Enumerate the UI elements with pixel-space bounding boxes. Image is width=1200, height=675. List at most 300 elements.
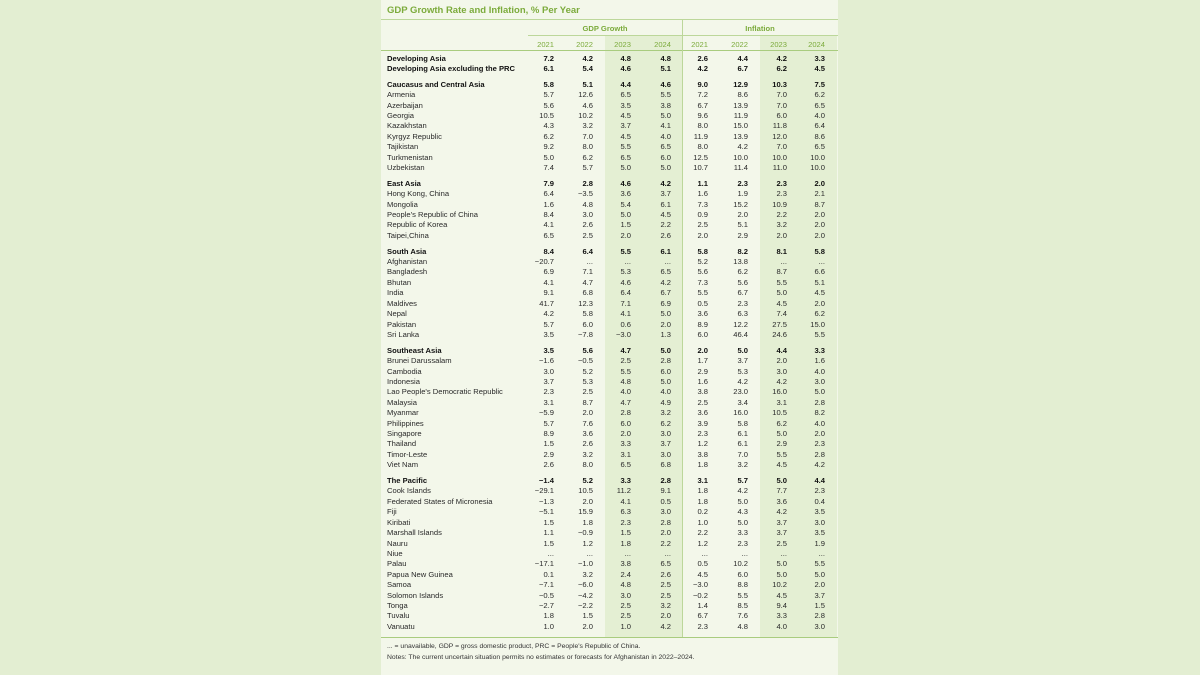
cell-gdp-2023: −3.0 bbox=[616, 329, 631, 339]
cell-inflation-2021: 11.9 bbox=[693, 131, 708, 141]
cell-inflation-2024: 2.8 bbox=[814, 449, 825, 459]
cell-gdp-2022: 8.7 bbox=[582, 397, 593, 407]
cell-inflation-2023: 2.5 bbox=[776, 538, 787, 548]
cell-gdp-2022: 2.6 bbox=[582, 439, 593, 449]
row-label: Nepal bbox=[387, 309, 407, 319]
cell-gdp-2024: 4.2 bbox=[660, 621, 671, 631]
cell-inflation-2022: 8.5 bbox=[737, 601, 748, 610]
table-row bbox=[387, 497, 832, 507]
cell-gdp-2021: 5.7 bbox=[543, 319, 554, 329]
cell-gdp-2022: 3.6 bbox=[582, 429, 593, 438]
row-label: Indonesia bbox=[387, 376, 420, 386]
cell-inflation-2023: 2.0 bbox=[776, 230, 787, 240]
table-title: GDP Growth Rate and Inflation, % Per Year bbox=[387, 5, 580, 16]
row-label: The Pacific bbox=[387, 476, 428, 485]
cell-inflation-2024: 7.5 bbox=[814, 79, 825, 89]
cell-inflation-2024: 4.2 bbox=[814, 460, 825, 470]
cell-inflation-2022: 7.0 bbox=[737, 449, 748, 459]
cell-inflation-2021: 0.2 bbox=[697, 507, 708, 517]
cell-inflation-2022: 6.1 bbox=[737, 439, 748, 449]
cell-gdp-2024: 6.0 bbox=[660, 152, 671, 162]
cell-gdp-2024: 2.8 bbox=[660, 476, 671, 485]
table-row-aggregate bbox=[387, 64, 832, 74]
cell-inflation-2023: 4.2 bbox=[776, 507, 787, 517]
cell-gdp-2021: 7.4 bbox=[543, 163, 554, 172]
row-label: People's Republic of China bbox=[387, 210, 478, 219]
cell-gdp-2023: 1.5 bbox=[620, 528, 631, 538]
cell-inflation-2021: 5.2 bbox=[697, 257, 708, 266]
cell-inflation-2022: 5.7 bbox=[737, 476, 748, 485]
table-row-aggregate bbox=[387, 54, 832, 64]
row-label: Viet Nam bbox=[387, 460, 419, 470]
cell-inflation-2022: 12.9 bbox=[733, 79, 748, 89]
cell-gdp-2022: −2.2 bbox=[578, 601, 593, 610]
cell-gdp-2024: 3.0 bbox=[660, 429, 671, 438]
cell-inflation-2021: 6.7 bbox=[697, 611, 708, 621]
cell-gdp-2022: 5.1 bbox=[582, 79, 593, 89]
cell-inflation-2022: 8.8 bbox=[737, 580, 748, 590]
cell-inflation-2022: 2.3 bbox=[737, 298, 748, 308]
cell-inflation-2024: 1.5 bbox=[814, 601, 825, 610]
cell-inflation-2022: 4.2 bbox=[737, 142, 748, 152]
cell-inflation-2023: 2.3 bbox=[776, 189, 787, 199]
cell-gdp-2021: 1.1 bbox=[543, 528, 554, 538]
cell-inflation-2021: 1.7 bbox=[697, 356, 708, 365]
cell-gdp-2024: 2.0 bbox=[660, 611, 671, 621]
table-row bbox=[387, 601, 832, 611]
cell-gdp-2024: 3.0 bbox=[660, 507, 671, 517]
cell-inflation-2024: 6.2 bbox=[814, 309, 825, 319]
cell-inflation-2024: 4.4 bbox=[814, 476, 825, 485]
cell-gdp-2021: 5.7 bbox=[543, 418, 554, 428]
row-label: Taipei,China bbox=[387, 230, 429, 240]
cell-gdp-2023: 4.1 bbox=[620, 309, 631, 319]
cell-gdp-2024: 5.0 bbox=[660, 376, 671, 386]
cell-gdp-2023: 3.3 bbox=[620, 476, 631, 485]
cell-inflation-2023: 16.0 bbox=[772, 387, 787, 397]
cell-gdp-2024: 3.2 bbox=[660, 408, 671, 418]
row-label: Developing Asia bbox=[387, 53, 446, 63]
table-row-aggregate bbox=[387, 346, 832, 356]
cell-inflation-2021: 1.8 bbox=[697, 496, 708, 506]
cell-gdp-2024: 3.0 bbox=[660, 449, 671, 459]
cell-gdp-2021: 8.4 bbox=[543, 210, 554, 219]
cell-gdp-2024: 6.2 bbox=[660, 418, 671, 428]
cell-inflation-2024: 5.1 bbox=[814, 277, 825, 287]
cell-inflation-2021: 5.5 bbox=[697, 288, 708, 298]
cell-inflation-2024: 3.7 bbox=[814, 590, 825, 600]
cell-inflation-2024: 0.4 bbox=[814, 496, 825, 506]
cell-inflation-2023: 4.5 bbox=[776, 590, 787, 600]
cell-gdp-2022: 2.5 bbox=[582, 387, 593, 397]
footnote-notes: Notes: The current uncertain situation permits no estimates or forecasts for Afghanistan in 2022–2024. bbox=[387, 654, 695, 661]
footnote-abbreviations: ... = unavailable, GDP = gross domestic product, PRC = People's Republic of China. bbox=[387, 643, 641, 650]
row-label: Tajikistan bbox=[387, 142, 419, 152]
cell-inflation-2024: 1.6 bbox=[814, 356, 825, 365]
cell-gdp-2023: 5.0 bbox=[620, 163, 631, 172]
cell-inflation-2024: 6.4 bbox=[814, 121, 825, 131]
cell-inflation-2021: 7.2 bbox=[697, 90, 708, 100]
cell-inflation-2021: 12.5 bbox=[693, 152, 708, 162]
cell-gdp-2021: −2.7 bbox=[539, 601, 554, 610]
row-label: Papua New Guinea bbox=[387, 569, 453, 579]
cell-inflation-2023: 6.0 bbox=[776, 110, 787, 120]
cell-inflation-2024: 8.7 bbox=[814, 199, 825, 209]
table-row-aggregate bbox=[387, 247, 832, 257]
row-label: Nauru bbox=[387, 538, 408, 548]
cell-gdp-2022: 8.0 bbox=[582, 142, 593, 152]
table-row bbox=[387, 90, 832, 100]
cell-inflation-2023: 24.6 bbox=[772, 329, 787, 339]
cell-inflation-2021: 1.1 bbox=[697, 178, 708, 188]
cell-inflation-2024: 3.3 bbox=[814, 345, 825, 355]
cell-gdp-2023: 4.6 bbox=[620, 277, 631, 287]
table-row bbox=[387, 320, 832, 330]
cell-gdp-2021: 1.5 bbox=[543, 538, 554, 548]
cell-gdp-2021: 4.3 bbox=[543, 121, 554, 131]
table-row bbox=[387, 580, 832, 590]
cell-inflation-2024: 4.5 bbox=[814, 288, 825, 298]
table-row bbox=[387, 111, 832, 121]
cell-gdp-2023: 2.8 bbox=[620, 408, 631, 418]
row-label: Lao People's Democratic Republic bbox=[387, 387, 503, 397]
cell-inflation-2021: 2.0 bbox=[697, 230, 708, 240]
cell-gdp-2024: 2.5 bbox=[660, 590, 671, 600]
cell-inflation-2022: 2.3 bbox=[737, 178, 748, 188]
table-row bbox=[387, 408, 832, 418]
cell-inflation-2023: 2.0 bbox=[776, 356, 787, 365]
cell-gdp-2022: 10.5 bbox=[578, 486, 593, 496]
cell-gdp-2023: 11.2 bbox=[616, 486, 631, 496]
cell-inflation-2024: 3.5 bbox=[814, 507, 825, 517]
cell-inflation-2023: 3.2 bbox=[776, 220, 787, 230]
cell-inflation-2023: 6.2 bbox=[776, 418, 787, 428]
cell-gdp-2021: 2.9 bbox=[543, 449, 554, 459]
cell-gdp-2021: 6.4 bbox=[543, 189, 554, 199]
cell-gdp-2023: 4.1 bbox=[620, 496, 631, 506]
cell-inflation-2023: 5.0 bbox=[776, 569, 787, 579]
cell-inflation-2024: 6.6 bbox=[814, 267, 825, 277]
cell-gdp-2021: 5.6 bbox=[543, 100, 554, 110]
table-row bbox=[387, 189, 832, 199]
cell-gdp-2021: 4.2 bbox=[543, 309, 554, 319]
cell-gdp-2022: 6.2 bbox=[582, 152, 593, 162]
cell-gdp-2022: 10.2 bbox=[578, 110, 593, 120]
cell-inflation-2023: 8.7 bbox=[776, 267, 787, 277]
cell-inflation-2024: 6.5 bbox=[814, 142, 825, 152]
cell-inflation-2021: 3.6 bbox=[697, 309, 708, 319]
cell-inflation-2021: 5.6 bbox=[697, 267, 708, 277]
cell-gdp-2023: 4.7 bbox=[620, 397, 631, 407]
cell-gdp-2021: 6.9 bbox=[543, 267, 554, 277]
cell-inflation-2022: 4.4 bbox=[737, 53, 748, 63]
cell-inflation-2021: 2.2 bbox=[697, 528, 708, 538]
cell-gdp-2021: 3.1 bbox=[543, 397, 554, 407]
cell-inflation-2021: 5.8 bbox=[697, 246, 708, 256]
cell-inflation-2024: 3.3 bbox=[814, 53, 825, 63]
cell-inflation-2024: 8.2 bbox=[814, 408, 825, 418]
cell-gdp-2024: 6.1 bbox=[660, 246, 671, 256]
table-row bbox=[387, 622, 832, 632]
cell-inflation-2022: 5.5 bbox=[737, 590, 748, 600]
row-label: Myanmar bbox=[387, 408, 419, 418]
cell-inflation-2022: 3.4 bbox=[737, 397, 748, 407]
row-label: East Asia bbox=[387, 178, 421, 188]
table-row bbox=[387, 142, 832, 152]
cell-gdp-2023: 5.3 bbox=[620, 267, 631, 277]
row-label: Kyrgyz Republic bbox=[387, 131, 442, 141]
row-label: Tuvalu bbox=[387, 611, 410, 621]
cell-gdp-2024: ... bbox=[664, 548, 671, 558]
cell-inflation-2024: ... bbox=[818, 257, 825, 266]
cell-gdp-2022: 4.7 bbox=[582, 277, 593, 287]
cell-gdp-2023: 0.6 bbox=[620, 319, 631, 329]
cell-inflation-2022: 5.0 bbox=[737, 517, 748, 527]
cell-gdp-2022: 8.0 bbox=[582, 460, 593, 470]
cell-inflation-2021: 1.2 bbox=[697, 538, 708, 548]
cell-inflation-2024: 8.6 bbox=[814, 131, 825, 141]
cell-inflation-2022: 3.2 bbox=[737, 460, 748, 470]
cell-gdp-2023: 4.5 bbox=[620, 131, 631, 141]
cell-gdp-2023: 2.3 bbox=[620, 517, 631, 527]
cell-gdp-2021: 8.4 bbox=[543, 246, 554, 256]
row-label: Fiji bbox=[387, 507, 397, 517]
cell-inflation-2021: 0.5 bbox=[697, 298, 708, 308]
cell-gdp-2024: 3.2 bbox=[660, 601, 671, 610]
cell-gdp-2023: 5.5 bbox=[620, 246, 631, 256]
cell-inflation-2023: ... bbox=[780, 548, 787, 558]
cell-inflation-2022: 13.8 bbox=[733, 257, 748, 266]
cell-gdp-2023: 4.0 bbox=[620, 387, 631, 397]
cell-inflation-2021: 2.5 bbox=[697, 397, 708, 407]
cell-inflation-2021: 7.3 bbox=[697, 277, 708, 287]
table-row bbox=[387, 450, 832, 460]
cell-inflation-2021: 4.5 bbox=[697, 569, 708, 579]
cell-gdp-2023: 5.4 bbox=[620, 199, 631, 209]
cell-inflation-2021: 2.0 bbox=[697, 345, 708, 355]
cell-gdp-2023: 2.0 bbox=[620, 429, 631, 438]
cell-gdp-2023: ... bbox=[624, 257, 631, 266]
cell-inflation-2021: 1.0 bbox=[697, 517, 708, 527]
cell-gdp-2022: 12.6 bbox=[578, 90, 593, 100]
cell-gdp-2024: 6.7 bbox=[660, 288, 671, 298]
cell-gdp-2023: 4.7 bbox=[620, 345, 631, 355]
cell-inflation-2024: 10.0 bbox=[810, 152, 825, 162]
cell-inflation-2021: 1.6 bbox=[697, 376, 708, 386]
cell-gdp-2021: −17.1 bbox=[534, 559, 554, 569]
cell-gdp-2021: −1.6 bbox=[539, 356, 554, 365]
cell-gdp-2021: 6.1 bbox=[543, 63, 554, 73]
cell-inflation-2023: 5.0 bbox=[776, 476, 787, 485]
cell-gdp-2023: 6.0 bbox=[620, 418, 631, 428]
cell-gdp-2021: 5.0 bbox=[543, 152, 554, 162]
cell-inflation-2022: ... bbox=[741, 548, 748, 558]
cell-gdp-2022: 1.5 bbox=[582, 611, 593, 621]
cell-inflation-2024: 5.0 bbox=[814, 569, 825, 579]
row-label: Niue bbox=[387, 548, 403, 558]
cell-inflation-2024: ... bbox=[818, 548, 825, 558]
cell-inflation-2021: 2.5 bbox=[697, 220, 708, 230]
cell-inflation-2021: 4.2 bbox=[697, 63, 708, 73]
cell-inflation-2024: 3.0 bbox=[814, 517, 825, 527]
cell-inflation-2021: 8.0 bbox=[697, 121, 708, 131]
cell-inflation-2022: 13.9 bbox=[733, 100, 748, 110]
cell-gdp-2023: 1.0 bbox=[620, 621, 631, 631]
cell-gdp-2021: 9.1 bbox=[543, 288, 554, 298]
cell-gdp-2024: 3.8 bbox=[660, 100, 671, 110]
cell-inflation-2022: 15.0 bbox=[733, 121, 748, 131]
cell-inflation-2021: 1.4 bbox=[697, 601, 708, 610]
cell-gdp-2023: 3.6 bbox=[620, 189, 631, 199]
cell-gdp-2021: −1.3 bbox=[539, 496, 554, 506]
cell-inflation-2022: 13.9 bbox=[733, 131, 748, 141]
cell-inflation-2024: 5.5 bbox=[814, 329, 825, 339]
row-label: Marshall Islands bbox=[387, 528, 442, 538]
bottom-rule bbox=[381, 637, 838, 638]
table-row bbox=[387, 330, 832, 340]
cell-gdp-2022: 7.1 bbox=[582, 267, 593, 277]
row-label: Kiribati bbox=[387, 517, 411, 527]
table-row bbox=[387, 257, 832, 267]
cell-gdp-2024: 5.0 bbox=[660, 163, 671, 172]
cell-gdp-2024: 6.5 bbox=[660, 559, 671, 569]
table-row bbox=[387, 309, 832, 319]
cell-gdp-2021: 0.1 bbox=[543, 569, 554, 579]
cell-gdp-2022: 4.8 bbox=[582, 199, 593, 209]
cell-gdp-2023: 4.8 bbox=[620, 53, 631, 63]
year-header-inflation-2022: 2022 bbox=[731, 40, 748, 49]
row-label: Federated States of Micronesia bbox=[387, 496, 493, 506]
cell-gdp-2024: 3.7 bbox=[660, 189, 671, 199]
table-row bbox=[387, 591, 832, 601]
cell-gdp-2021: −1.4 bbox=[539, 476, 554, 485]
table-row bbox=[387, 299, 832, 309]
cell-inflation-2023: 10.5 bbox=[772, 408, 787, 418]
cell-inflation-2024: 6.2 bbox=[814, 90, 825, 100]
cell-inflation-2022: 6.7 bbox=[737, 63, 748, 73]
cell-inflation-2021: −3.0 bbox=[693, 580, 708, 590]
table-row bbox=[387, 439, 832, 449]
table-row bbox=[387, 419, 832, 429]
cell-inflation-2023: 10.9 bbox=[772, 199, 787, 209]
cell-gdp-2024: 2.6 bbox=[660, 569, 671, 579]
cell-inflation-2024: 1.9 bbox=[814, 538, 825, 548]
cell-inflation-2021: 1.8 bbox=[697, 486, 708, 496]
row-label: Brunei Darussalam bbox=[387, 356, 452, 365]
cell-inflation-2024: 2.0 bbox=[814, 210, 825, 219]
cell-inflation-2023: 10.2 bbox=[772, 580, 787, 590]
cell-gdp-2022: 2.0 bbox=[582, 621, 593, 631]
cell-gdp-2021: 7.2 bbox=[543, 53, 554, 63]
cell-inflation-2022: 3.3 bbox=[737, 528, 748, 538]
cell-gdp-2024: 6.5 bbox=[660, 267, 671, 277]
cell-gdp-2021: 2.3 bbox=[543, 387, 554, 397]
cell-gdp-2024: 2.5 bbox=[660, 580, 671, 590]
cell-inflation-2023: 5.5 bbox=[776, 449, 787, 459]
cell-inflation-2021: 7.3 bbox=[697, 199, 708, 209]
table-row bbox=[387, 163, 832, 173]
table-row bbox=[387, 486, 832, 496]
row-label: Georgia bbox=[387, 110, 415, 120]
cell-gdp-2021: −20.7 bbox=[534, 257, 554, 266]
row-label: Bhutan bbox=[387, 277, 412, 287]
year-header-gdp-2022: 2022 bbox=[576, 40, 593, 49]
row-label: Azerbaijan bbox=[387, 100, 423, 110]
row-label: Palau bbox=[387, 559, 407, 569]
cell-inflation-2023: 5.0 bbox=[776, 559, 787, 569]
cell-inflation-2022: 5.0 bbox=[737, 496, 748, 506]
cell-inflation-2022: 16.0 bbox=[733, 408, 748, 418]
cell-gdp-2021: −5.1 bbox=[539, 507, 554, 517]
cell-inflation-2022: 6.3 bbox=[737, 309, 748, 319]
cell-inflation-2021: ... bbox=[701, 548, 708, 558]
cell-gdp-2022: −0.9 bbox=[578, 528, 593, 538]
cell-gdp-2023: 3.0 bbox=[620, 590, 631, 600]
cell-inflation-2023: 3.1 bbox=[776, 397, 787, 407]
row-label: Singapore bbox=[387, 429, 422, 438]
row-label: Hong Kong, China bbox=[387, 189, 450, 199]
cell-gdp-2023: 4.8 bbox=[620, 580, 631, 590]
cell-inflation-2022: 11.4 bbox=[733, 163, 748, 172]
cell-gdp-2023: 6.3 bbox=[620, 507, 631, 517]
cell-inflation-2022: 4.8 bbox=[737, 621, 748, 631]
table-row bbox=[387, 356, 832, 366]
table-row bbox=[387, 528, 832, 538]
cell-gdp-2021: 7.9 bbox=[543, 178, 554, 188]
table-row bbox=[387, 200, 832, 210]
cell-inflation-2021: 2.3 bbox=[697, 429, 708, 438]
cell-inflation-2021: 2.3 bbox=[697, 621, 708, 631]
row-label: Afghanistan bbox=[387, 257, 428, 266]
cell-inflation-2024: 4.5 bbox=[814, 63, 825, 73]
cell-gdp-2022: 6.8 bbox=[582, 288, 593, 298]
cell-inflation-2024: 2.0 bbox=[814, 230, 825, 240]
cell-gdp-2023: 6.5 bbox=[620, 90, 631, 100]
group-rule bbox=[528, 35, 838, 36]
cell-gdp-2022: 4.6 bbox=[582, 100, 593, 110]
cell-gdp-2022: 3.2 bbox=[582, 449, 593, 459]
cell-inflation-2023: 11.8 bbox=[772, 121, 787, 131]
row-label: Malaysia bbox=[387, 397, 417, 407]
cell-gdp-2023: 3.1 bbox=[620, 449, 631, 459]
cell-inflation-2023: 12.0 bbox=[772, 131, 787, 141]
cell-inflation-2021: 3.8 bbox=[697, 387, 708, 397]
cell-inflation-2024: 2.1 bbox=[814, 189, 825, 199]
cell-inflation-2023: 2.3 bbox=[776, 178, 787, 188]
cell-inflation-2023: 5.0 bbox=[776, 288, 787, 298]
cell-gdp-2024: 4.6 bbox=[660, 79, 671, 89]
cell-gdp-2024: 4.0 bbox=[660, 131, 671, 141]
cell-inflation-2022: 3.7 bbox=[737, 356, 748, 365]
cell-inflation-2022: 6.2 bbox=[737, 267, 748, 277]
cell-gdp-2023: 4.6 bbox=[620, 178, 631, 188]
table-row bbox=[387, 539, 832, 549]
cell-gdp-2021: 10.5 bbox=[539, 110, 554, 120]
cell-gdp-2021: 3.5 bbox=[543, 345, 554, 355]
cell-gdp-2023: 6.5 bbox=[620, 460, 631, 470]
cell-inflation-2022: 5.8 bbox=[737, 418, 748, 428]
table-row bbox=[387, 101, 832, 111]
row-label: Pakistan bbox=[387, 319, 417, 329]
row-label: Uzbekistan bbox=[387, 163, 425, 172]
cell-gdp-2024: 4.1 bbox=[660, 121, 671, 131]
cell-gdp-2024: 4.2 bbox=[660, 277, 671, 287]
cell-inflation-2022: 6.7 bbox=[737, 288, 748, 298]
cell-inflation-2022: 6.0 bbox=[737, 569, 748, 579]
cell-inflation-2021: 1.2 bbox=[697, 439, 708, 449]
cell-inflation-2023: 7.0 bbox=[776, 100, 787, 110]
cell-gdp-2022: 1.2 bbox=[582, 538, 593, 548]
